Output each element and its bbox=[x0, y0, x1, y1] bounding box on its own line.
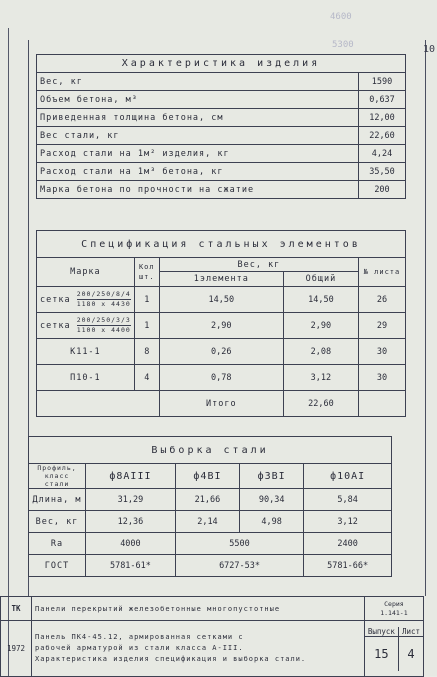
sheet-label: Лист bbox=[398, 627, 423, 637]
issue-value: 15 bbox=[365, 636, 399, 671]
description-line-1: Панель ПК4-45.12, армированная сетками с bbox=[35, 633, 244, 641]
header-qty: Кол шт. bbox=[134, 258, 159, 287]
mesh-fraction: $\frac{200/250/8/4}{1180 х 4430}$ bbox=[76, 290, 131, 308]
table-row: сетка $\frac{200/250/8/4}{1180 х 4430}$ 1 14,50 14,50 26 bbox=[37, 287, 406, 313]
description-line-3: Характеристика изделия спецификация и выборка стали. bbox=[35, 655, 307, 663]
table-row: П10-1 4 0,78 3,12 30 bbox=[37, 365, 406, 391]
series-value: 1.141-1 bbox=[380, 608, 408, 617]
total-row bbox=[37, 391, 406, 417]
table-row: Объем бетона, м³ 0,637 bbox=[37, 91, 406, 109]
steel-selection-table: Выборка стали Профиль, класс стали ф8АIII ф4ВI ф3ВI ф10АI Длина, м 31,29 21,66 90,34 5,84 Вес, кг 12,36 2,14 4,98 3,12 Rа 4000 5500 2400 ГОСТ 5781-61* 6727-53* 5781-66* bbox=[28, 436, 392, 577]
gost-row: ГОСТ 5781-61* 6727-53* 5781-66* bbox=[29, 555, 392, 577]
header-mark: Марка bbox=[37, 258, 135, 287]
table-row: Вес, кг 1590 bbox=[37, 73, 406, 91]
table-row: сетка $\frac{200/250/3/3}{1100 х 4400}$ 1 2,90 2,90 29 bbox=[37, 313, 406, 339]
table-row: Вес, кг 12,36 2,14 4,98 3,12 bbox=[29, 511, 392, 533]
mesh-fraction: $\frac{200/250/3/3}{1100 х 4400}$ bbox=[76, 316, 131, 334]
series-label: Серия bbox=[384, 599, 404, 608]
year: 1972 bbox=[1, 621, 32, 677]
title-block bbox=[0, 596, 424, 677]
binding-margin-line bbox=[8, 28, 9, 676]
specification-table bbox=[36, 230, 406, 417]
table-row: Приведенная толщина бетона, см 12,00 bbox=[37, 109, 406, 127]
pencil-note-1: 4600 bbox=[330, 12, 352, 22]
table-row: Расход стали на 1м³ бетона, кг 35,50 bbox=[37, 163, 406, 181]
series-title: Панели перекрытий железобетонные многопустотные bbox=[32, 597, 365, 621]
pencil-note-2: 5300 bbox=[332, 40, 354, 50]
selection-title: Выборка стали bbox=[29, 437, 392, 464]
ra-row: Rа 4000 5500 2400 bbox=[29, 533, 392, 555]
characteristics-table bbox=[36, 54, 406, 199]
header-weight: Вес, кг bbox=[159, 258, 358, 272]
table-row: Вес стали, кг 22,60 bbox=[37, 127, 406, 145]
profile-header: Профиль, класс стали bbox=[29, 464, 86, 489]
header-element: 1элемента bbox=[159, 272, 283, 287]
table-row: Расход стали на 1м² изделия, кг 4,24 bbox=[37, 145, 406, 163]
total-label: Итого bbox=[159, 391, 283, 417]
tk-mark: ТК bbox=[1, 597, 32, 621]
table-row: Марка бетона по прочности на сжатие 200 bbox=[37, 181, 406, 199]
issue-label: Выпуск bbox=[365, 627, 399, 637]
specification-title: Спецификация стальных элементов bbox=[37, 231, 406, 258]
table-row: Длина, м 31,29 21,66 90,34 5,84 bbox=[29, 489, 392, 511]
header-sheet: № листа bbox=[359, 258, 406, 287]
table-row: К11-1 8 0,26 2,08 30 bbox=[37, 339, 406, 365]
description-line-2: рабочей арматурой из стали класса А-III. bbox=[35, 644, 244, 652]
sheet-value: 4 bbox=[398, 636, 423, 671]
total-value: 22,60 bbox=[283, 391, 358, 417]
characteristics-title: Характеристика изделия bbox=[37, 55, 406, 73]
corner-sheet-number: 10 bbox=[422, 44, 435, 55]
header-total: Общий bbox=[283, 272, 358, 287]
